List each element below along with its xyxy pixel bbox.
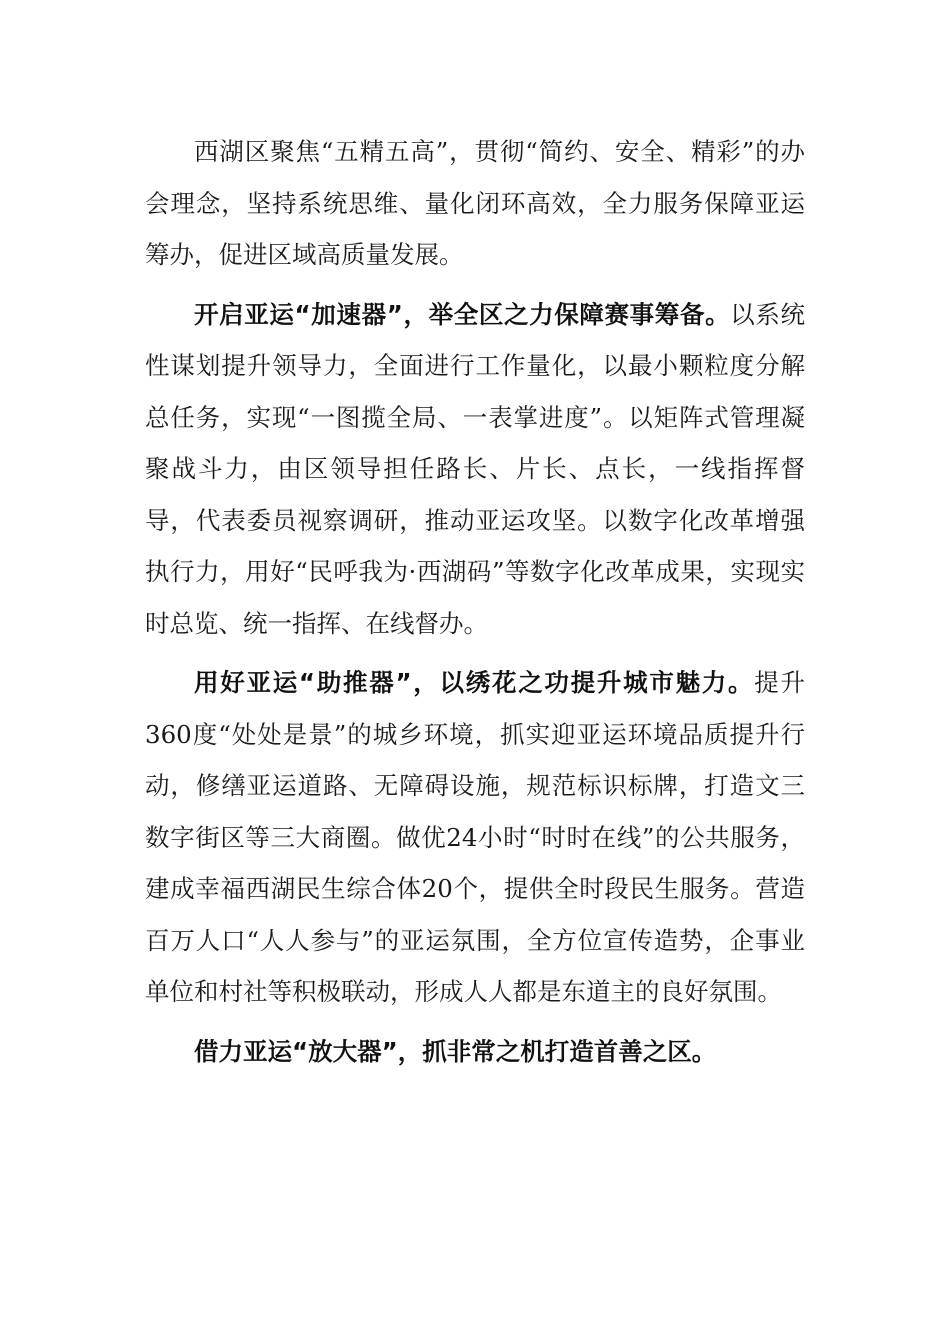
paragraph-lead: 借力亚运“放大器”，抓非常之机打造首善之区。 (194, 1036, 717, 1066)
article-body (145, 126, 805, 1085)
paragraph-lead: 开启亚运“加速器”，举全区之力保障赛事筹备。 (194, 299, 731, 329)
paragraph-text: 以系统性谋划提升领导力，全面进行工作量化，以最小颗粒度分解总任务，实现“一图揽全局、一表掌进度”。以矩阵式管理凝聚战斗力，由区领导担任路长、片长、点长，一线指挥督导，代表委员视察调研，推动亚运攻坚。以数字化改革增强执行力，用好“民呼我为·西湖码”等数字化改革成果，实现实时总览、统一指挥、在线督办。 (145, 299, 806, 638)
paragraph-accelerator (145, 289, 805, 650)
paragraph-booster (145, 657, 805, 1018)
paragraph-intro (145, 126, 805, 281)
paragraph-amplifier (145, 1026, 805, 1078)
paragraph-text: 提升360度“处处是景”的城乡环境，抓实迎亚运环境品质提升行动，修缮亚运道路、无障碍设施，规范标识标牌，打造文三数字街区等三大商圈。做优24小时“时时在线”的公共服务，建成幸福西湖民生综合体20个，提供全时段民生服务。营造百万人口“人人参与”的亚运氛围，全方位宣传造势，企事业单位和村社等积极联动，形成人人都是东道主的良好氛围。 (145, 668, 806, 1006)
paragraph-lead: 用好亚运“助推器”，以绣花之功提升城市魅力。 (194, 668, 755, 697)
paragraph-text: 西湖区聚焦“五精五高”，贯彻“简约、安全、精彩”的办会理念，坚持系统思维、量化闭环高效，全力服务保障亚运筹办，促进区域高质量发展。 (145, 137, 805, 269)
